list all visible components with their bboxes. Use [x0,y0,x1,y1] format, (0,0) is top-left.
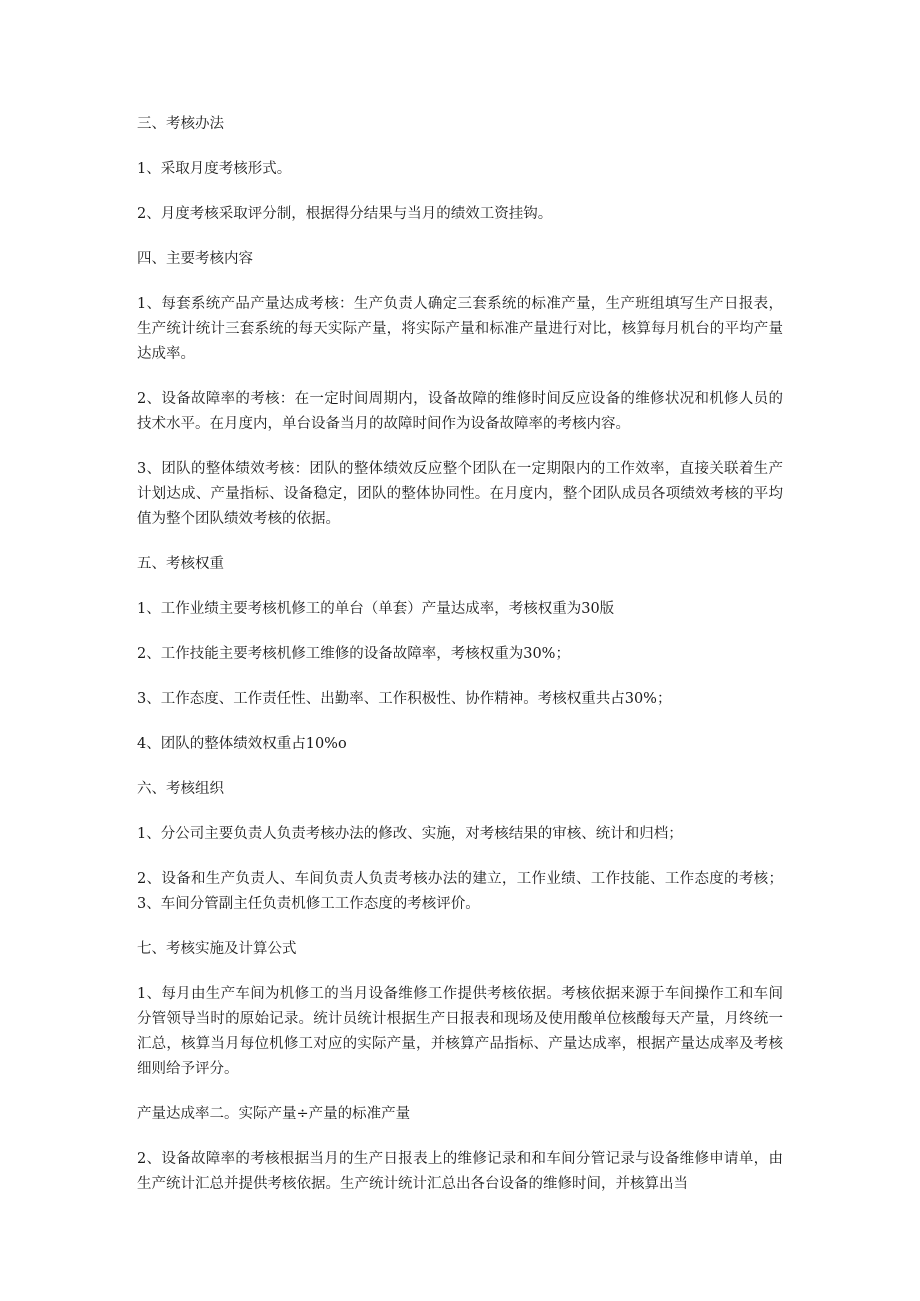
section-heading-3: 三、考核办法 [137,116,224,132]
paragraph: 3、团队的整体绩效考核：团队的整体绩效反应整个团队在一定期限内的工作效率，直接关联着生产计划达成、产量指标、设备稳定，团队的整体协同性。在月度内，整个团队成员各项绩效考核的平均值为整个团队绩效考核的依据。 [137,461,783,527]
paragraph: 2、设备故障率的考核：在一定时间周期内，设备故障的维修时间反应设备的维修状况和机修人员的技术水平。在月度内，单台设备当月的故障时间作为设备故障率的考核内容。 [137,391,783,432]
paragraph: 1、分公司主要负责人负责考核办法的修改、实施，对考核结果的审核、统计和归档； [137,826,683,842]
paragraph: 4、团队的整体绩效权重占10%o [137,736,347,752]
paragraph: 2、设备故障率的考核根据当月的生产日报表上的维修记录和和车间分管记录与设备维修申请单，由生产统计汇总并提供考核依据。生产统计统计汇总出各台设备的维修时间，并核算出当 [137,1151,783,1192]
paragraph: 1、采取月度考核形式。 [137,161,292,177]
paragraph: 1、每月由生产车间为机修工的当月设备维修工作提供考核依据。考核依据来源于车间操作工和车间分管领导当时的原始记录。统计员统计根据生产日报表和现场及使用酸单位核酸每天产量，月终统一汇总，核算当月每位机修工对应的实际产量，并核算产品指标、产量达成率，根据产量达成率及考核细则给予评分。 [137,986,783,1077]
paragraph: 2、工作技能主要考核机修工维修的设备故障率，考核权重为30%； [137,646,570,662]
paragraph: 1、每套系统产品产量达成考核：生产负责人确定三套系统的标准产量，生产班组填写生产日报表，生产统计统计三套系统的每天实际产量，将实际产量和标准产量进行对比，核算每月机台的平均产量达成率。 [137,296,783,362]
formula-line: 产量达成率二。实际产量÷产量的标准产量 [137,1106,411,1122]
section-heading-5: 五、考核权重 [137,556,224,572]
paragraph: 1、工作业绩主要考核机修工的单台（单套）产量达成率，考核权重为30版 [137,601,615,617]
paragraph: 2、月度考核采取评分制，根据得分结果与当月的绩效工资挂钩。 [137,206,553,222]
section-heading-4: 四、主要考核内容 [137,251,253,267]
paragraph: 2、设备和生产负责人、车间负责人负责考核办法的建立，工作业绩、工作技能、工作态度的考核；3、车间分管副主任负责机修工工作态度的考核评价。 [137,871,783,912]
document-body [137,112,783,1217]
section-heading-7: 七、考核实施及计算公式 [137,941,297,957]
section-heading-6: 六、考核组织 [137,781,224,797]
paragraph: 3、工作态度、工作责任性、出勤率、工作积极性、协作精神。考核权重共占30%； [137,691,672,707]
